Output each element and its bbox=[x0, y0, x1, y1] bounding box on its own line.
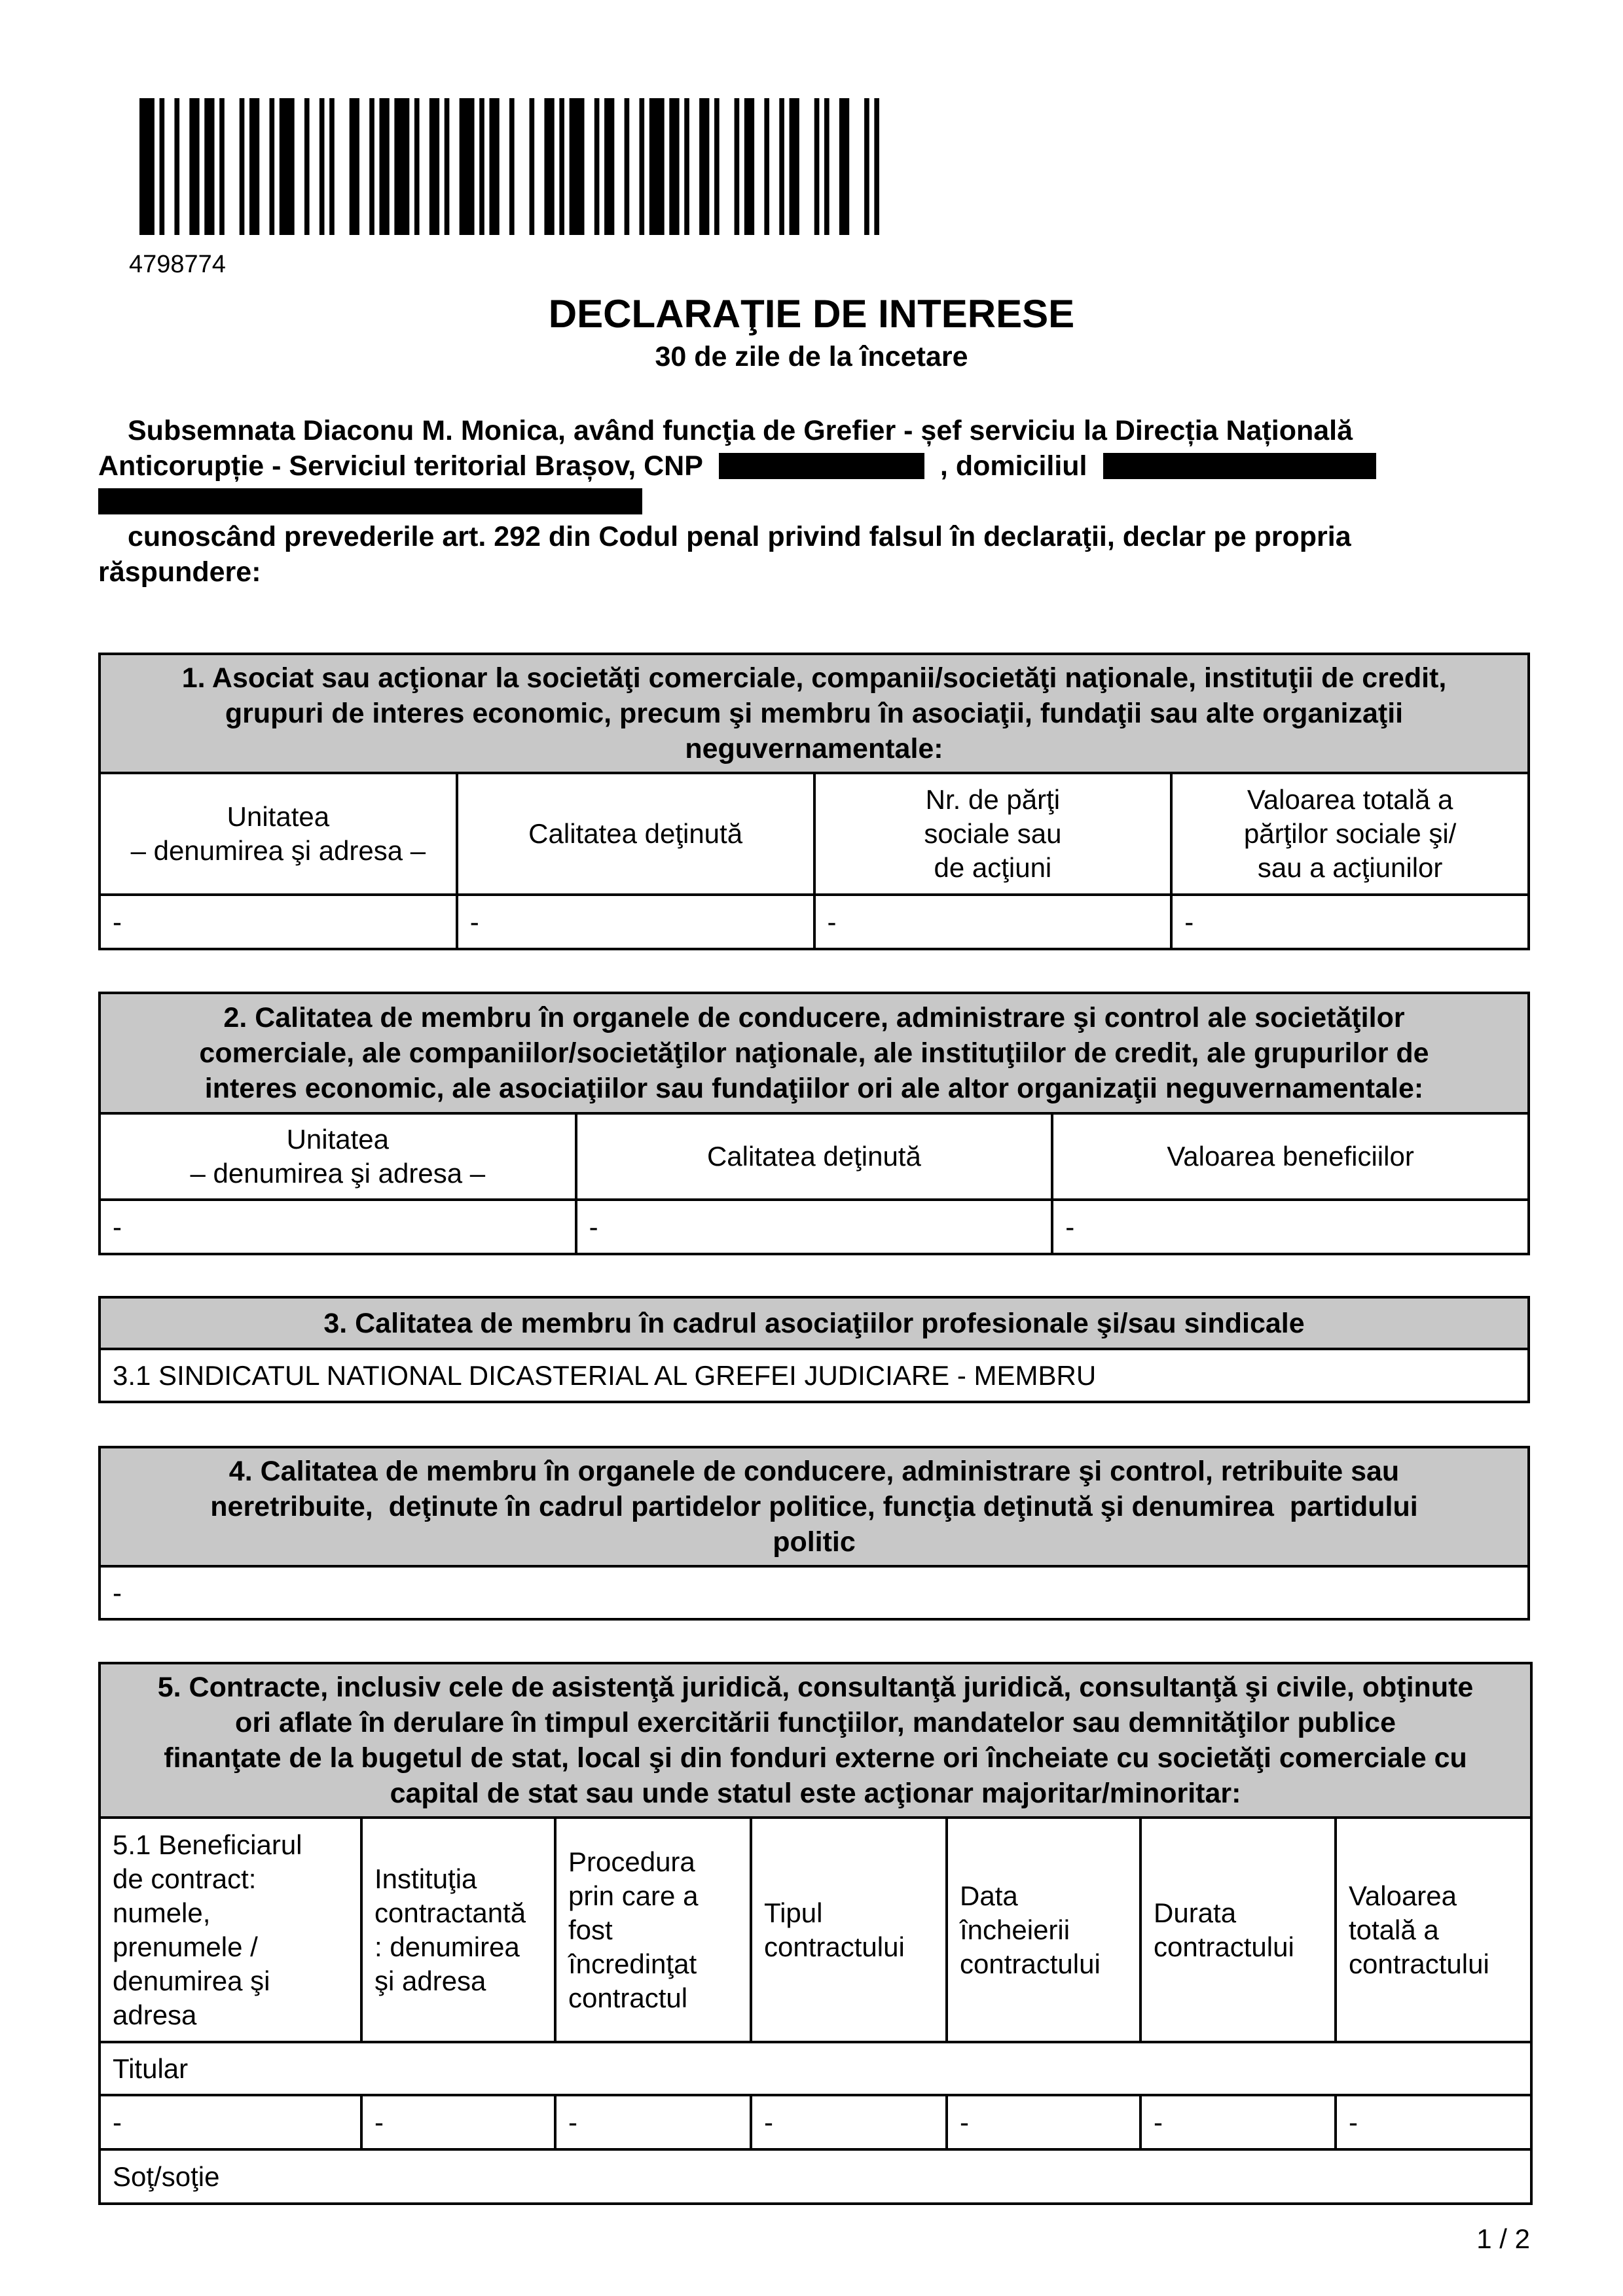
barcode-bar bbox=[824, 98, 830, 235]
table-cell: - bbox=[751, 2095, 947, 2149]
column-header-line: : denumirea bbox=[374, 1931, 520, 1962]
header-line: neguvernamentale: bbox=[685, 733, 943, 764]
barcode-bar bbox=[839, 98, 849, 235]
intro-text: Anticorupție - Serviciul teritorial Brașov, CNP bbox=[98, 450, 703, 482]
barcode-bar bbox=[379, 98, 389, 235]
column-header-line: Durata bbox=[1154, 1897, 1237, 1928]
table-cell: - bbox=[814, 895, 1172, 949]
header-line: ori aflate în derulare în timpul exercitării funcţiilor, mandatelor sau demnităţilor publice bbox=[235, 1707, 1396, 1738]
column-header-line: Nr. de părţi bbox=[925, 784, 1061, 815]
column-header-line: Calitatea deţinută bbox=[706, 1141, 921, 1172]
column-header-contract-duration bbox=[1140, 1818, 1336, 2042]
barcode-bar bbox=[249, 98, 259, 235]
barcode-bar bbox=[559, 98, 564, 235]
header-line: 2. Calitatea de membru în organele de conducere, administrare şi control ale societăţilor bbox=[223, 1002, 1405, 1033]
barcode-bar bbox=[429, 98, 439, 235]
intro-line-3 bbox=[98, 484, 1530, 519]
group-row-titular bbox=[100, 2042, 1531, 2095]
section-4-header bbox=[100, 1447, 1529, 1566]
barcode-bar bbox=[489, 98, 499, 235]
header-line: politic bbox=[773, 1526, 856, 1558]
barcode-bar bbox=[174, 98, 179, 235]
column-header-line: Unitatea bbox=[227, 801, 330, 832]
header-line: comerciale, ale companiilor/societăţilor naţionale, ale instituţiilor de credit, ale grupurilor de bbox=[199, 1037, 1429, 1069]
statement-line-2 bbox=[98, 554, 1530, 590]
intro-line-1 bbox=[98, 413, 1530, 448]
section-1-header bbox=[100, 654, 1529, 773]
table-row bbox=[100, 1349, 1529, 1402]
header-line: 4. Calitatea de membru în organele de conducere, administrare şi control, retribuite sau bbox=[228, 1456, 1400, 1487]
column-header-line: încredinţat bbox=[568, 1948, 697, 1979]
column-header-line: Calitatea deţinută bbox=[528, 818, 743, 849]
table-row bbox=[100, 1200, 1529, 1254]
barcode-bar bbox=[814, 98, 820, 235]
barcode-bar bbox=[414, 98, 420, 235]
header-line: neretribuite, deţinute în cadrul partidelor politice, funcţia deţinută şi denumirea partidului bbox=[210, 1491, 1418, 1522]
barcode-bar bbox=[240, 98, 245, 235]
header-line: interes economic, ale asociaţiilor sau fundaţiilor ori ale altor organizaţii neguvernamentale: bbox=[204, 1073, 1424, 1104]
table-cell: - bbox=[1140, 2095, 1336, 2149]
column-header-line: denumirea şi bbox=[113, 1965, 270, 1996]
page-title: DECLARAŢIE DE INTERESE bbox=[548, 292, 1075, 336]
barcode-bar bbox=[460, 98, 475, 235]
column-header-procedure bbox=[555, 1818, 751, 2042]
column-header-line: prenumele / bbox=[113, 1931, 258, 1962]
barcode-bar bbox=[699, 98, 709, 235]
barcode-bar bbox=[640, 98, 645, 235]
table-cell: - bbox=[361, 2095, 555, 2149]
barcode-bar bbox=[350, 98, 359, 235]
table-cell: 3.1 SINDICATUL NATIONAL DICASTERIAL AL GREFEI JUDICIARE - MEMBRU bbox=[100, 1349, 1529, 1402]
section-2-header bbox=[100, 993, 1529, 1113]
page-subtitle: 30 de zile de la încetare bbox=[655, 341, 968, 372]
column-header-unit bbox=[100, 773, 457, 895]
column-header-line: contractului bbox=[764, 1931, 905, 1962]
redacted-cnp bbox=[719, 453, 924, 479]
column-header-line: totală a bbox=[1349, 1914, 1439, 1945]
section-2-table bbox=[98, 992, 1530, 1255]
column-header-line: Valoarea totală a bbox=[1247, 784, 1453, 815]
barcode-bar bbox=[369, 98, 374, 235]
barcode-bar bbox=[779, 98, 784, 235]
barcode-bar bbox=[304, 98, 310, 235]
column-header-shares-count bbox=[814, 773, 1172, 895]
barcode-bar bbox=[270, 98, 275, 235]
table-cell: - bbox=[100, 2095, 361, 2149]
column-header-contract-type bbox=[751, 1818, 947, 2042]
table-cell: - bbox=[1336, 2095, 1531, 2149]
barcode-bar bbox=[509, 98, 515, 235]
column-header-unit bbox=[100, 1113, 576, 1200]
column-header-line: de acţiuni bbox=[934, 852, 1052, 883]
barcode-bar bbox=[189, 98, 199, 235]
barcode-bar bbox=[649, 98, 665, 235]
column-header-line: sociale sau bbox=[924, 818, 1062, 849]
column-header-line: contractul bbox=[568, 1982, 688, 2013]
column-header-role bbox=[576, 1113, 1053, 1200]
column-header-line: – denumirea şi adresa – bbox=[190, 1158, 486, 1189]
barcode-bar bbox=[479, 98, 484, 235]
barcode-bar bbox=[570, 98, 585, 235]
column-header-line: Procedura bbox=[568, 1846, 695, 1877]
table-cell: - bbox=[100, 1200, 576, 1254]
column-header-line: părţilor sociale şi/ bbox=[1243, 818, 1457, 849]
barcode-bar bbox=[744, 98, 754, 235]
barcode-bar bbox=[280, 98, 295, 235]
redacted-address-continued bbox=[98, 488, 642, 514]
intro-text: , domiciliul bbox=[939, 450, 1087, 482]
barcode-bar bbox=[764, 98, 769, 235]
header-line: grupuri de interes economic, precum şi membru în asociaţii, fundaţii sau alte organizaţii bbox=[225, 698, 1404, 729]
barcode-bar bbox=[329, 98, 335, 235]
header-line: 3. Calitatea de membru în cadrul asociaţiilor profesionale şi/sau sindicale bbox=[323, 1307, 1305, 1339]
column-header-line: Tipul bbox=[764, 1897, 823, 1928]
barcode-bar bbox=[160, 98, 165, 235]
column-header-line: încheierii bbox=[960, 1914, 1070, 1945]
column-header-line: – denumirea şi adresa – bbox=[130, 835, 426, 866]
barcode-bar bbox=[219, 98, 225, 235]
barcode-bar bbox=[684, 98, 689, 235]
section-5-header bbox=[100, 1663, 1531, 1818]
barcode-bar bbox=[625, 98, 630, 235]
table-cell: - bbox=[947, 2095, 1140, 2149]
column-header-line: contractantă bbox=[374, 1897, 526, 1928]
barcode bbox=[139, 98, 879, 235]
barcode-bar bbox=[319, 98, 325, 235]
column-header-line: adresa bbox=[113, 1999, 197, 2030]
group-row-spouse bbox=[100, 2149, 1531, 2204]
section-5-table bbox=[98, 1662, 1533, 2205]
column-header-line: şi adresa bbox=[374, 1965, 486, 1996]
page-number: 1 / 2 bbox=[1476, 2223, 1530, 2254]
group-label: Titular bbox=[100, 2042, 1531, 2095]
table-cell: - bbox=[1052, 1200, 1529, 1254]
table-cell: - bbox=[100, 895, 457, 949]
column-header-contract-value bbox=[1336, 1818, 1531, 2042]
barcode-bar bbox=[714, 98, 720, 235]
column-header-line: Data bbox=[960, 1880, 1018, 1911]
barcode-number: 4798774 bbox=[129, 251, 226, 278]
column-header-line: Unitatea bbox=[286, 1124, 390, 1155]
barcode-bar bbox=[530, 98, 535, 235]
column-header-shares-value bbox=[1171, 773, 1529, 895]
section-1-table bbox=[98, 653, 1530, 950]
barcode-bar bbox=[445, 98, 450, 235]
column-header-role bbox=[457, 773, 814, 895]
column-header-benefits-value bbox=[1052, 1113, 1529, 1200]
barcode-bar bbox=[139, 98, 155, 235]
table-cell: - bbox=[100, 1566, 1529, 1619]
barcode-bar bbox=[594, 98, 600, 235]
barcode-bar bbox=[790, 98, 799, 235]
intro-text: Subsemnata Diaconu M. Monica, având funcţia de Grefier - șef serviciu la Direcția Națională bbox=[128, 415, 1353, 446]
statement-text: răspundere: bbox=[98, 556, 261, 588]
barcode-bar bbox=[544, 98, 554, 235]
barcode-bar bbox=[669, 98, 679, 235]
header-line: 5. Contracte, inclusiv cele de asistenţă juridică, consultanţă juridică, consultanţă şi civile, obţinute bbox=[157, 1672, 1474, 1703]
column-header-line: contractului bbox=[1349, 1948, 1489, 1979]
group-label: Soţ/soţie bbox=[100, 2149, 1531, 2204]
section-3-header bbox=[100, 1297, 1529, 1349]
header-line: finanţate de la bugetul de stat, local şi din fonduri externe ori încheiate cu societăţi comerciale cu bbox=[164, 1742, 1467, 1774]
table-cell: - bbox=[457, 895, 814, 949]
table-row bbox=[100, 895, 1529, 949]
column-header-line: Valoarea bbox=[1349, 1880, 1457, 1911]
column-header-line: sau a acţiunilor bbox=[1257, 852, 1443, 883]
table-cell: - bbox=[1171, 895, 1529, 949]
statement-line-1 bbox=[98, 519, 1530, 554]
column-header-beneficiary bbox=[100, 1818, 361, 2042]
column-header-line: fost bbox=[568, 1914, 613, 1945]
table-row bbox=[100, 1566, 1529, 1619]
header-line: capital de stat sau unde statul este acţionar majoritar/minoritar: bbox=[390, 1778, 1241, 1809]
column-header-contract-date bbox=[947, 1818, 1140, 2042]
statement-text: cunoscând prevederile art. 292 din Codul penal privind falsul în declaraţii, declar pe propria bbox=[128, 521, 1351, 552]
barcode-bar bbox=[394, 98, 409, 235]
section-4-table bbox=[98, 1446, 1530, 1621]
barcode-bar bbox=[204, 98, 214, 235]
section-3-table bbox=[98, 1296, 1530, 1403]
redacted-address bbox=[1103, 453, 1376, 479]
barcode-bar bbox=[864, 98, 869, 235]
column-header-line: 5.1 Beneficiarul bbox=[113, 1829, 302, 1860]
table-row bbox=[100, 2095, 1531, 2149]
column-header-line: Instituţia bbox=[374, 1863, 477, 1894]
table-cell: - bbox=[555, 2095, 751, 2149]
column-header-line: contractului bbox=[1154, 1931, 1294, 1962]
column-header-line: de contract: bbox=[113, 1863, 257, 1894]
table-cell: - bbox=[576, 1200, 1053, 1254]
barcode-bar bbox=[604, 98, 614, 235]
barcode-bar bbox=[735, 98, 740, 235]
barcode-bar bbox=[874, 98, 879, 235]
column-header-contracting-institution bbox=[361, 1818, 555, 2042]
column-header-line: Valoarea beneficiilor bbox=[1167, 1141, 1414, 1172]
header-line: 1. Asociat sau acţionar la societăţi comerciale, companii/societăţi naţionale, instituţii de credit, bbox=[181, 662, 1447, 694]
intro-line-2 bbox=[98, 448, 1530, 484]
column-header-line: contractului bbox=[960, 1948, 1101, 1979]
column-header-line: numele, bbox=[113, 1897, 211, 1928]
column-header-line: prin care a bbox=[568, 1880, 699, 1911]
